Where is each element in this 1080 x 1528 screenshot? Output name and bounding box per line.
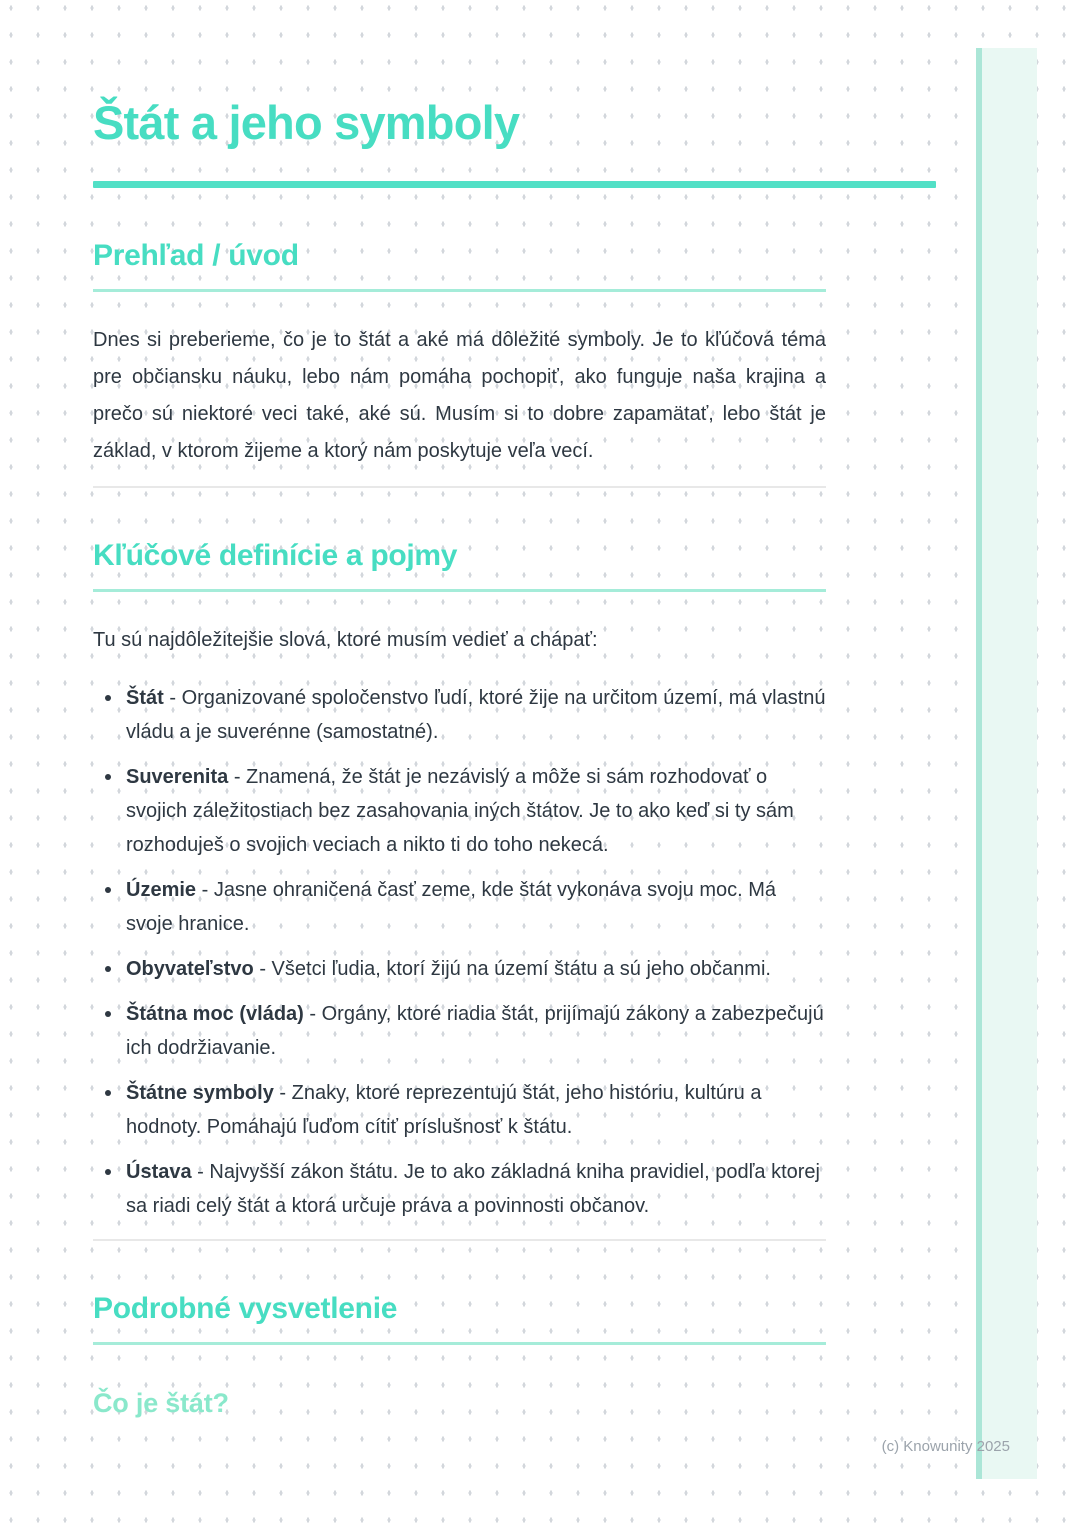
- section-divider: [93, 1239, 826, 1241]
- term-definition: Všetci ľudia, ktorí žijú na území štátu a sú jeho občanmi.: [271, 957, 771, 980]
- list-item-suverenita: [93, 760, 826, 862]
- definitions-list: [93, 681, 826, 1223]
- title-rule: [93, 181, 936, 188]
- term-label: Suverenita: [126, 765, 229, 788]
- list-item-uzemie: [93, 873, 826, 941]
- definitions-heading-underline: [93, 589, 826, 592]
- page-title: Štát a jeho symboly: [93, 96, 520, 149]
- list-item-obyvatelstvo: [93, 952, 826, 986]
- term-definition: Znaky, ktoré reprezentujú štát, jeho históriu, kultúru a hodnoty. Pomáhajú ľuďom cítiť príslušnosť k štátu.: [126, 1081, 762, 1138]
- term-separator: -: [196, 878, 214, 901]
- section-divider: [93, 486, 826, 488]
- term-separator: -: [228, 765, 247, 788]
- term-separator: -: [253, 957, 272, 980]
- overview-paragraph: Dnes si preberieme, čo je to štát a aké má dôležité symboly. Je to kľúčová téma pre občiansku náuku, lebo nám pomáha pochopiť, ako funguje naša krajina a prečo sú niektoré veci také, aké sú. Musím si to dobre zapamätať, lebo štát je základ, v ktorom žijeme a ktorý nám poskytuje veľa vecí.: [93, 328, 826, 462]
- term-separator: -: [273, 1081, 292, 1104]
- term-label: Štát: [126, 686, 164, 709]
- overview-heading: Prehľad / úvod: [93, 238, 299, 272]
- overview-heading-underline: [93, 289, 826, 292]
- term-label: Obyvateľstvo: [126, 957, 254, 980]
- definitions-heading: Kľúčové definície a pojmy: [93, 538, 458, 572]
- detail-subheading: Čo je štát?: [93, 1387, 229, 1418]
- list-item-statne-symboly: [93, 1076, 826, 1144]
- term-label: Štátna moc (vláda): [126, 1002, 304, 1025]
- detail-heading-underline: [93, 1342, 826, 1345]
- list-item-ustava: [93, 1155, 826, 1223]
- term-definition: Znamená, že štát je nezávislý a môže si sám rozhodovať o svojich záležitostiach bez zasahovania iných štátov. Je to ako keď si ty sám rozhoduješ o svojich veciach a nikto ti do toho nekecá.: [126, 765, 794, 856]
- term-label: Územie: [126, 878, 197, 901]
- section-detail: [93, 1291, 936, 1419]
- term-label: Ústava: [126, 1160, 192, 1183]
- term-separator: -: [303, 1002, 322, 1025]
- section-definitions: [93, 538, 936, 1223]
- detail-heading: Podrobné vysvetlenie: [93, 1291, 398, 1325]
- term-separator: -: [163, 686, 182, 709]
- term-definition: Jasne ohraničená časť zeme, kde štát vykonáva svoju moc. Má svoje hranice.: [126, 878, 777, 935]
- page-edge-accent-stripe: [976, 48, 1037, 1479]
- term-separator: -: [191, 1160, 210, 1183]
- list-item-statna-moc: [93, 997, 826, 1065]
- footer-copyright: (c) Knowunity 2025: [881, 1438, 1010, 1455]
- list-item-stat: [93, 681, 826, 749]
- term-definition: Organizované spoločenstvo ľudí, ktoré žije na určitom území, má vlastnú vládu a je suverénne (samostatné).: [126, 686, 826, 743]
- term-label: Štátne symboly: [126, 1081, 274, 1104]
- term-definition: Najvyšší zákon štátu. Je to ako základná kniha pravidiel, podľa ktorej sa riadi celý štát a ktorá určuje práva a povinnosti občanov.: [126, 1160, 820, 1217]
- section-overview: [93, 238, 936, 470]
- definitions-intro: Tu sú najdôležitejšie slová, ktoré musím vedieť a chápať:: [93, 628, 598, 651]
- term-definition: Orgány, ktoré riadia štát, prijímajú zákony a zabezpečujú ich dodržiavanie.: [126, 1002, 824, 1059]
